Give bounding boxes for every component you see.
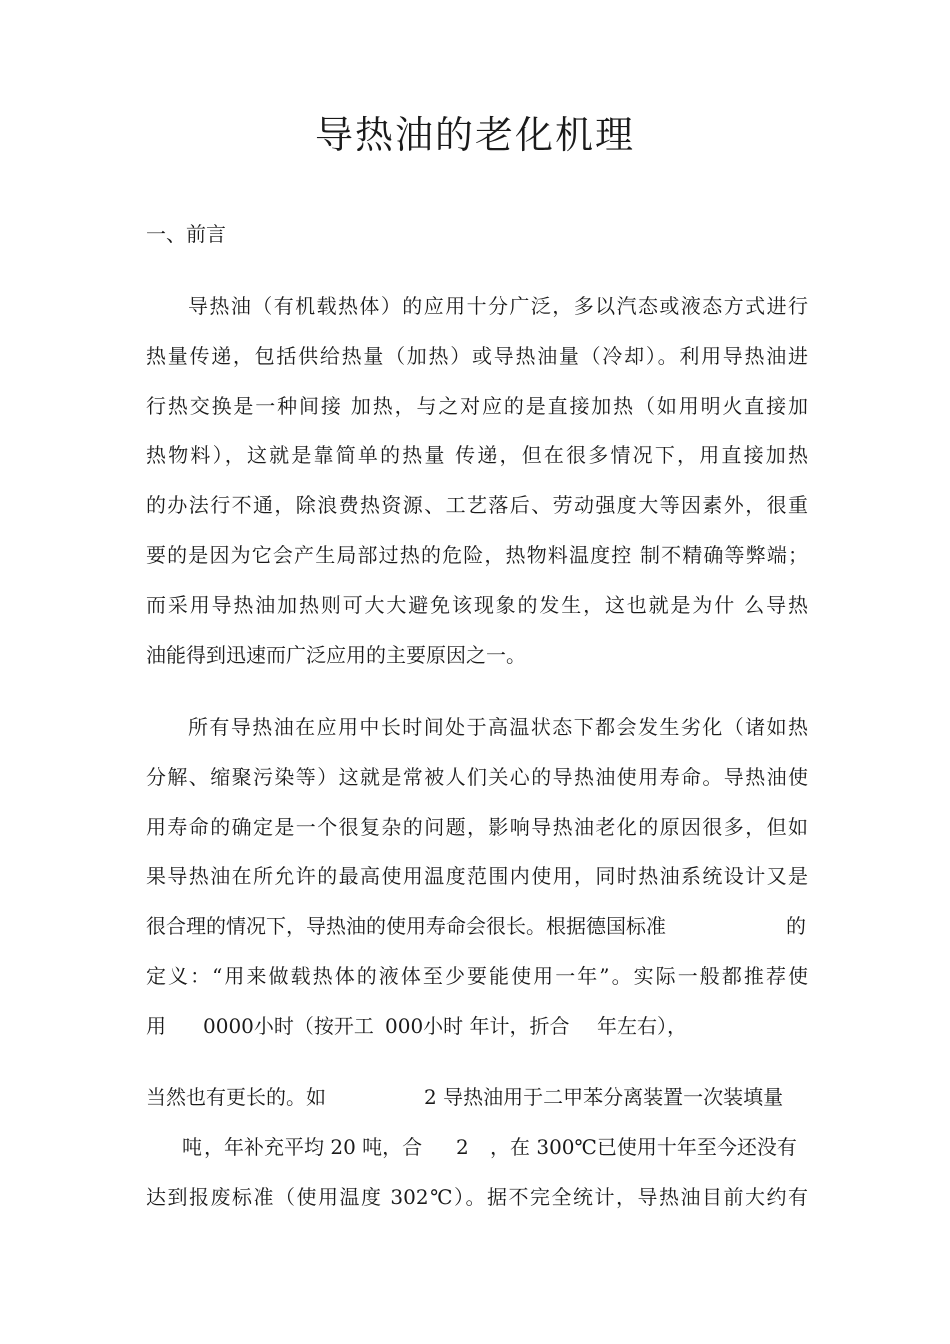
paragraph-line: 行热交换是一种间接 加热，与之对应的是直接加热（如用明火直接加 <box>146 394 808 418</box>
paragraph-line: 分解、缩聚污染等）这就是常被人们关心的导热油使用寿命。导热油使 <box>146 765 808 789</box>
paragraph-line: 定义：“用来做载热体的液体至少要能使用一年”。实际一般都推荐使 <box>146 964 808 988</box>
paragraph-segment: 当然也有更长的。如 <box>146 1085 326 1109</box>
paragraph-line: 热物料），这就是靠简单的热量 传递，但在很多情况下，用直接加热 <box>146 443 808 467</box>
section-heading: 一、前言 <box>146 222 226 246</box>
paragraph-segment: 0000小时（按开工 <box>203 1014 374 1038</box>
paragraph-line: 果导热油在所允许的最高使用温度范围内使用，同时热油系统设计又是 <box>146 864 808 888</box>
paragraph-line: 很合理的情况下，导热油的使用寿命会很长。根据德国标准 <box>146 914 666 938</box>
paragraph-segment: 用 <box>146 1014 166 1038</box>
paragraph-line: 油能得到迅速而广泛应用的主要原因之一。 <box>146 643 526 667</box>
paragraph-line-end: 的 <box>786 914 806 938</box>
paragraph-segment: 2 <box>456 1135 469 1159</box>
paragraph-line: 所有导热油在应用中长时间处于高温状态下都会发生劣化（诸如热 <box>188 715 808 739</box>
paragraph-line: 的办法行不通，除浪费热资源、工艺落后、劳动强度大等因素外，很重 <box>146 493 808 517</box>
paragraph-segment: ，在 300℃已使用十年至今还没有 <box>490 1135 797 1159</box>
paragraph-segment: 000小时 年计，折合 <box>385 1014 570 1038</box>
paragraph-line: 热量传递，包括供给热量（加热）或导热油量（冷却）。利用导热油进 <box>146 344 808 368</box>
paragraph-segment: 吨 <box>182 1135 202 1159</box>
paragraph-segment: 2 导热油用于二甲苯分离装置一次装填量 <box>424 1085 784 1109</box>
paragraph-line: 导热油（有机载热体）的应用十分广泛，多以汽态或液态方式进行 <box>188 294 808 318</box>
paragraph-segment: ，年补充平均 20 吨，合 <box>204 1135 423 1159</box>
paragraph-line: 而采用导热油加热则可大大避免该现象的发生，这也就是为什 么导热 <box>146 593 808 617</box>
paragraph-line: 用寿命的确定是一个很复杂的问题，影响导热油老化的原因很多，但如 <box>146 815 808 839</box>
document-title: 导热油的老化机理 <box>314 113 635 157</box>
paragraph-segment: 年左右）， <box>597 1014 687 1038</box>
paragraph-line: 达到报废标准（使用温度 302℃）。据不完全统计，导热油目前大约有 <box>146 1185 808 1209</box>
paragraph-line: 要的是因为它会产生局部过热的危险，热物料温度控 制不精确等弊端； <box>146 543 808 567</box>
